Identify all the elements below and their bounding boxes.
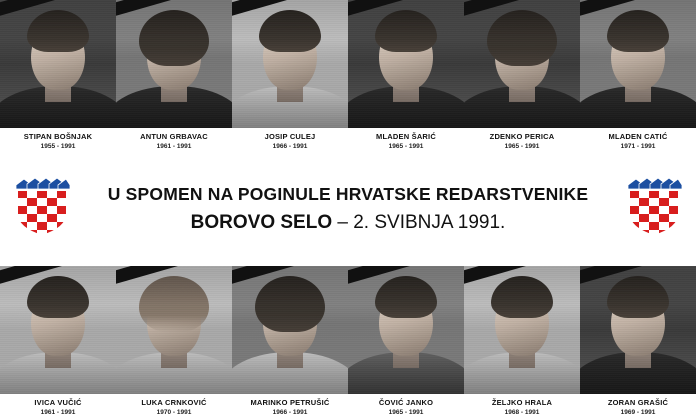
person-name: ZORAN GRAŠIĆ — [607, 398, 669, 407]
portrait-cell — [116, 266, 232, 418]
portrait-cell — [0, 0, 116, 152]
portrait-caption — [232, 394, 348, 417]
portrait-cell — [580, 266, 696, 418]
person-years: 1966 - 1991 — [272, 143, 308, 150]
portrait-caption — [348, 128, 464, 151]
person-years: 1961 - 1991 — [156, 143, 192, 150]
photo-grain — [348, 0, 464, 128]
portrait-photo — [580, 266, 696, 394]
portrait-cell — [464, 266, 580, 418]
portrait-photo — [464, 0, 580, 128]
person-name: MLADEN ŠARIĆ — [376, 132, 436, 141]
person-name: JOSIP CULEJ — [264, 132, 316, 141]
croatian-coat-of-arms-icon — [626, 174, 682, 238]
person-years: 1970 - 1991 — [156, 409, 192, 416]
portrait-caption — [116, 128, 232, 151]
portrait-row-top — [0, 0, 696, 152]
photo-grain — [464, 266, 580, 394]
person-name: ŽELJKO HRALA — [491, 398, 553, 407]
portrait-photo — [116, 266, 232, 394]
photo-grain — [116, 0, 232, 128]
photo-grain — [0, 266, 116, 394]
portrait-photo — [232, 0, 348, 128]
croatian-coat-of-arms-icon — [14, 174, 70, 238]
portrait-caption — [464, 394, 580, 417]
portrait-caption — [580, 394, 696, 417]
portrait-cell — [464, 0, 580, 152]
portrait-cell — [348, 0, 464, 152]
portrait-cell — [580, 0, 696, 152]
portrait-cell — [232, 0, 348, 152]
portrait-photo — [464, 266, 580, 394]
portrait-caption — [464, 128, 580, 151]
person-name: ANTUN GRBAVAC — [140, 132, 208, 141]
person-years: 1971 - 1991 — [620, 143, 656, 150]
portrait-photo — [0, 0, 116, 128]
person-years: 1968 - 1991 — [504, 409, 540, 416]
person-name: MARINKO PETRUŠIĆ — [250, 398, 330, 407]
portrait-photo — [0, 266, 116, 394]
portrait-photo — [348, 0, 464, 128]
portrait-caption — [0, 128, 116, 151]
person-years: 1965 - 1991 — [504, 143, 540, 150]
photo-grain — [232, 266, 348, 394]
portrait-photo — [348, 266, 464, 394]
person-name: ČOVIĆ JANKO — [378, 398, 434, 407]
portrait-caption — [232, 128, 348, 151]
person-name: IVICA VUČIĆ — [34, 398, 82, 407]
photo-grain — [232, 0, 348, 128]
photo-grain — [0, 0, 116, 128]
banner-date: – 2. SVIBNJA 1991. — [337, 212, 506, 233]
portrait-caption — [580, 128, 696, 151]
person-years: 1961 - 1991 — [40, 409, 76, 416]
photo-grain — [580, 0, 696, 128]
portrait-photo — [580, 0, 696, 128]
person-name: LUKA CRNKOVIĆ — [141, 398, 207, 407]
portrait-photo — [116, 0, 232, 128]
person-years: 1965 - 1991 — [388, 409, 424, 416]
banner-text — [98, 184, 598, 234]
person-name: MLADEN CATIĆ — [608, 132, 668, 141]
person-years: 1965 - 1991 — [388, 143, 424, 150]
person-years: 1955 - 1991 — [40, 143, 76, 150]
portrait-cell — [232, 266, 348, 418]
photo-grain — [464, 0, 580, 128]
banner-subline — [98, 212, 598, 234]
photo-grain — [580, 266, 696, 394]
person-years: 1966 - 1991 — [272, 409, 308, 416]
portrait-caption — [0, 394, 116, 417]
portrait-cell — [0, 266, 116, 418]
memorial-banner — [0, 152, 696, 266]
banner-headline: U SPOMEN NA POGINULE HRVATSKE REDARSTVENIKE — [107, 184, 589, 204]
photo-grain — [116, 266, 232, 394]
banner-place: BOROVO SELO — [190, 212, 333, 233]
portrait-cell — [348, 266, 464, 418]
portrait-caption — [348, 394, 464, 417]
portrait-photo — [232, 266, 348, 394]
person-years: 1969 - 1991 — [620, 409, 656, 416]
person-name: STIPAN BOŠNJAK — [23, 132, 93, 141]
portrait-cell — [116, 0, 232, 152]
person-name: ZDENKO PERICA — [489, 132, 555, 141]
portrait-caption — [116, 394, 232, 417]
photo-grain — [348, 266, 464, 394]
portrait-row-bottom — [0, 266, 696, 418]
